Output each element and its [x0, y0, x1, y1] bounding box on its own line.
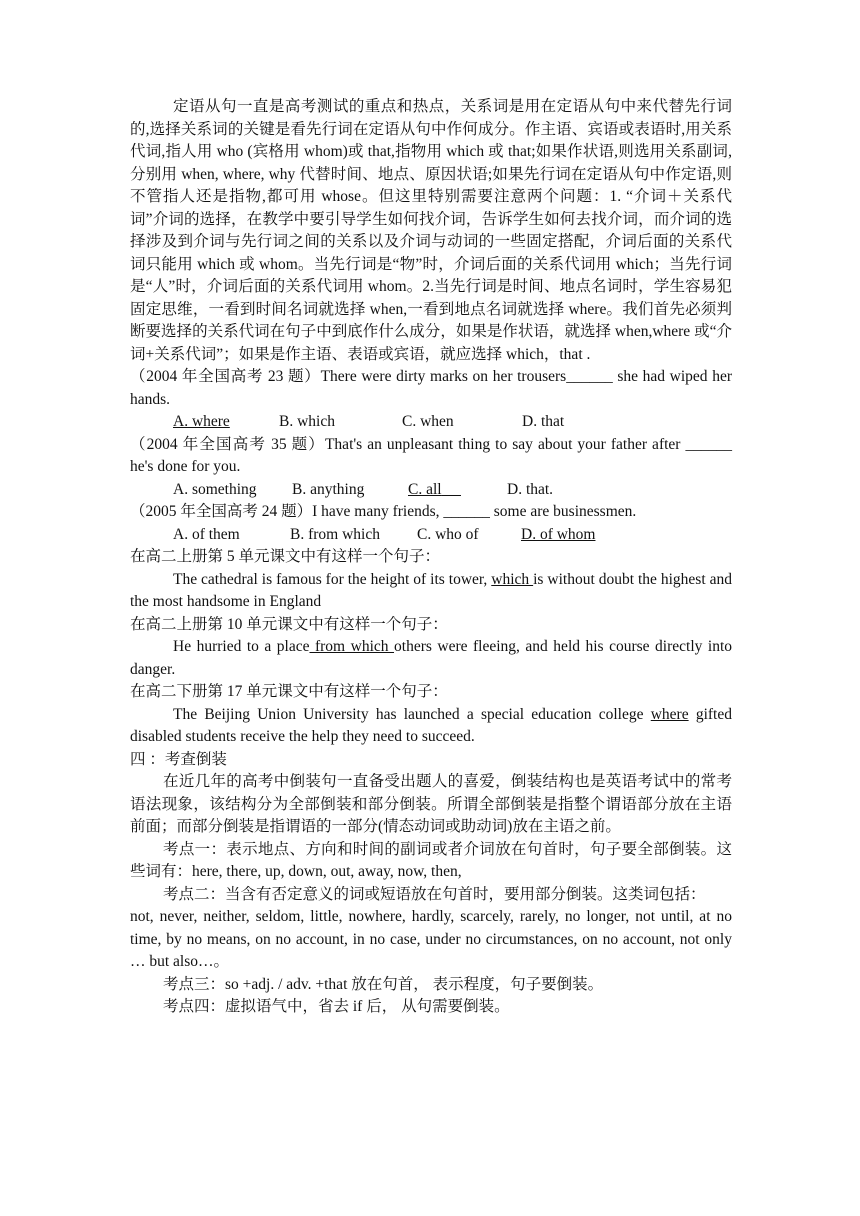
question-2005-24-options: [130, 524, 732, 547]
option-d: D. that: [522, 413, 565, 430]
option-b: B. which: [279, 413, 335, 430]
example-2-sentence: He hurried to a place from which others were fleeing, and held his course directly into danger.: [130, 638, 733, 678]
example-2-label: 在高二上册第 10 单元课文中有这样一个句子：: [130, 615, 448, 633]
example-3-sentence: The Beijing Union University has launched a special education college where gifted disabled students receive the help they need to succeed.: [130, 705, 732, 745]
document-page: [130, 96, 732, 1019]
option-c: C. who of: [417, 525, 479, 543]
question-2005-24: （2005 年全国高考 24 题）I have many friends, ______ some are businessmen.: [130, 503, 637, 520]
example-3-label: 在高二下册第 17 单元课文中有这样一个句子：: [130, 683, 448, 700]
point-2: 考点二：当含有否定意义的词或短语放在句首时，要用部分倒装。这类词包括：: [163, 885, 706, 903]
example-2-keyword: from which: [309, 638, 395, 655]
point-2-list: not, never, neither, seldom, little, nowhere, hardly, scarcely, rarely, no longer, not until, at no time, by no means, on no account, in no case, under no circumstances, on no account, not only … but also…。: [130, 908, 732, 970]
section-4-heading: 四 ：考查倒装: [130, 750, 227, 768]
section-4-intro: 在近几年的高考中倒装句一直备受出题人的喜爱，倒装结构也是英语考试中的常考语法现象，该结构分为全部倒装和部分倒装。所谓全部倒装是指整个谓语部分放在主语前面；而部分倒装是指谓语的一部分(情态动词或助动词)放在主语之前。: [130, 773, 732, 835]
example-3-keyword: where: [650, 705, 689, 723]
intro-paragraph: 定语从句一直是高考测试的重点和热点，关系词是用在定语从句中来代替先行词的,选择关系词的关键是看先行词在定语从句中作何成分。作主语、宾语或表语时,用关系代词,指人用 who (宾格用 whom)或 that,指物用 which 或 that;如果作状语,则选用关系副词,分别用 when, where, why 代替时间、地点、原因状语;如果先行词在定语从句中作定语,则不管指人还是指物,都可用 whose。但这里特别需要注意两个问题：1. “介词＋关系代词”介词的选择，在教学中要引导学生如何找介词，告诉学生如何去找介词，而介词的选择涉及到介词与先行词之间的关系以及介词与动词的一些固定搭配，介词后面的关系代词只能用 which 或 whom。当先行词是“物”时，介词后面的关系代词用 which；当先行词是“人”时，介词后面的关系代词用 whom。2.当先行词是时间、地点名词时，学生容易犯固定思维，一看到时间名词就选择 when,一看到地点名词就选择 where。我们首先必须判断要选择的关系代词在句子中到底作什么成分，如果是作状语，就选择 when,where 或“介词+关系代词”；如果是作主语、表语或宾语，就应选择 which，that .: [130, 98, 732, 363]
question-2004-35: （2004 年全国高考 35 题）That's an unpleasant thing to say about your father after ______ he's done for you.: [130, 435, 732, 475]
option-a: A. where: [173, 413, 230, 430]
option-b: B. from which: [290, 525, 380, 543]
example-1-keyword: which: [491, 570, 534, 588]
point-3: 考点三：so +adj. / adv. +that 放在句首， 表示程度，句子要倒装。: [163, 975, 604, 993]
option-c: C. all: [408, 480, 442, 498]
option-b: B. anything: [292, 480, 365, 498]
option-a: A. something: [173, 480, 257, 498]
example-1-sentence: The cathedral is famous for the height of its tower, which is without doubt the highest and the most handsome in England: [130, 570, 732, 610]
option-c: C. when: [402, 413, 454, 430]
example-1-label: 在高二上册第 5 单元课文中有这样一个句子：: [130, 548, 441, 565]
option-d: D. of whom: [521, 525, 596, 543]
option-d: D. that.: [507, 480, 554, 498]
question-2004-23: （2004 年全国高考 23 题）There were dirty marks on her trousers______ she had wiped her hands.: [130, 368, 732, 408]
question-2004-35-options: [130, 479, 732, 502]
point-4: 考点四：虚拟语气中，省去 if 后， 从句需要倒装。: [163, 998, 510, 1015]
point-1: 考点一：表示地点、方向和时间的副词或者介词放在句首时，句子要全部倒装。这些词有：here, there, up, down, out, away, now, then,: [130, 840, 732, 880]
option-a: A. of them: [173, 525, 240, 543]
question-2004-23-options: [130, 411, 732, 434]
